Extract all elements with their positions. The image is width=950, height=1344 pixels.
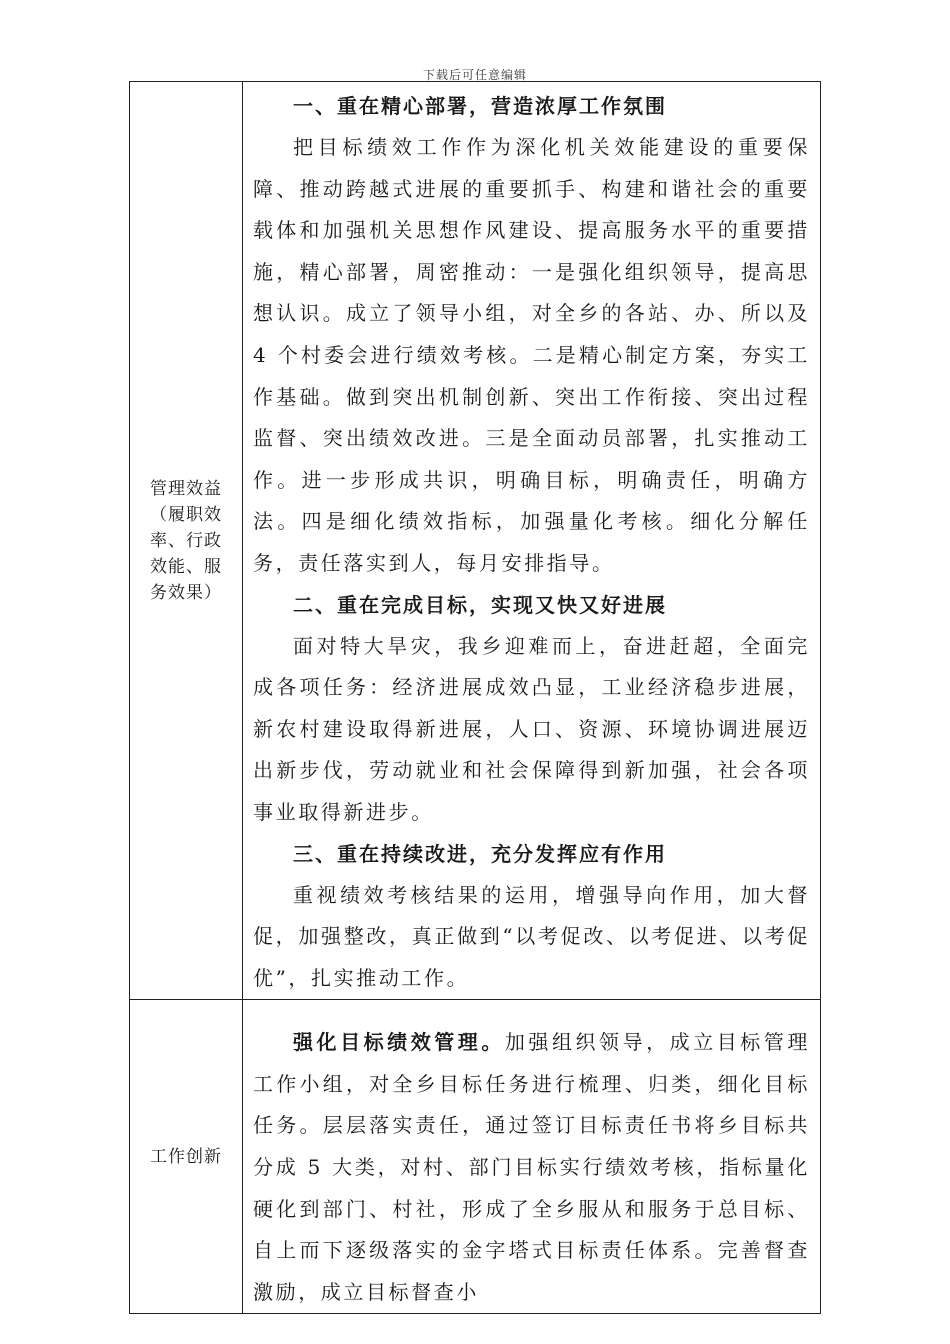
table-row-management-benefit (130, 82, 821, 1000)
document-table (129, 81, 821, 1314)
row-label-management-benefit: 管理效益（履职效率、行政效能、服务效果） (150, 478, 222, 603)
row-label-cell (130, 1000, 243, 1314)
row-content-cell (243, 82, 821, 1000)
section-text-2: 面对特大旱灾，我乡迎难而上，奋进赶超，全面完成各项任务：经济进展成效凸显，工业经济稳步进展，新农村建设取得新进展，人口、资源、环境协调进展迈出新步伐，劳动就业和社会保障得到新加强，社会各项事业取得新进步。 (253, 633, 810, 824)
innovation-lead: 强化目标绩效管理。 (293, 1030, 505, 1055)
innovation-paragraph (253, 1022, 810, 1313)
table-row-work-innovation (130, 1000, 821, 1314)
row-content-cell (243, 1000, 821, 1314)
section-heading-1: 一、重在精心部署，营造浓厚工作氛围 (293, 94, 667, 118)
download-note: 下载后可任意编辑 (422, 68, 527, 82)
innovation-text: 加强组织领导，成立目标管理工作小组，对全乡目标任务进行梳理、归类，细化目标任务。层层落实责任，通过签订目标责任书将乡目标共分成 5 大类，对村、部门目标实行绩效考核，指标量化硬化到部门、村社，形成了全乡服从和服务于总目标、自上而下逐级落实的金字塔式目标责任体系。完善督查激励，成立目标督查小 (253, 1030, 810, 1304)
section-text-1: 把目标绩效工作作为深化机关效能建设的重要保障、推动跨越式进展的重要抓手、构建和谐社会的重要载体和加强机关思想作风建设、提高服务水平的重要措施，精心部署，周密推动：一是强化组织领导，提高思想认识。成立了领导小组，对全乡的各站、办、所以及 4 个村委会进行绩效考核。二是精心制定方案，夯实工作基础。做到突出机制创新、突出工作衔接、突出过程监督、突出绩效改进。三是全面动员部署，扎实推动工作。进一步形成共识，明确目标，明确责任，明确方法。四是细化绩效指标，加强量化考核。细化分解任务，责任落实到人，每月安排指导。 (253, 135, 810, 575)
row-label-cell (130, 82, 243, 1000)
section-heading-2: 二、重在完成目标，实现又快又好进展 (293, 592, 667, 617)
section-heading-3: 三、重在持续改进，充分发挥应有作用 (293, 841, 667, 866)
section-text-3: 重视绩效考核结果的运用，增强导向作用，加大督促，加强整改，真正做到“以考促改、以考促进、以考促优”，扎实推动工作。 (253, 882, 810, 990)
row-label-work-innovation: 工作创新 (150, 1146, 222, 1167)
